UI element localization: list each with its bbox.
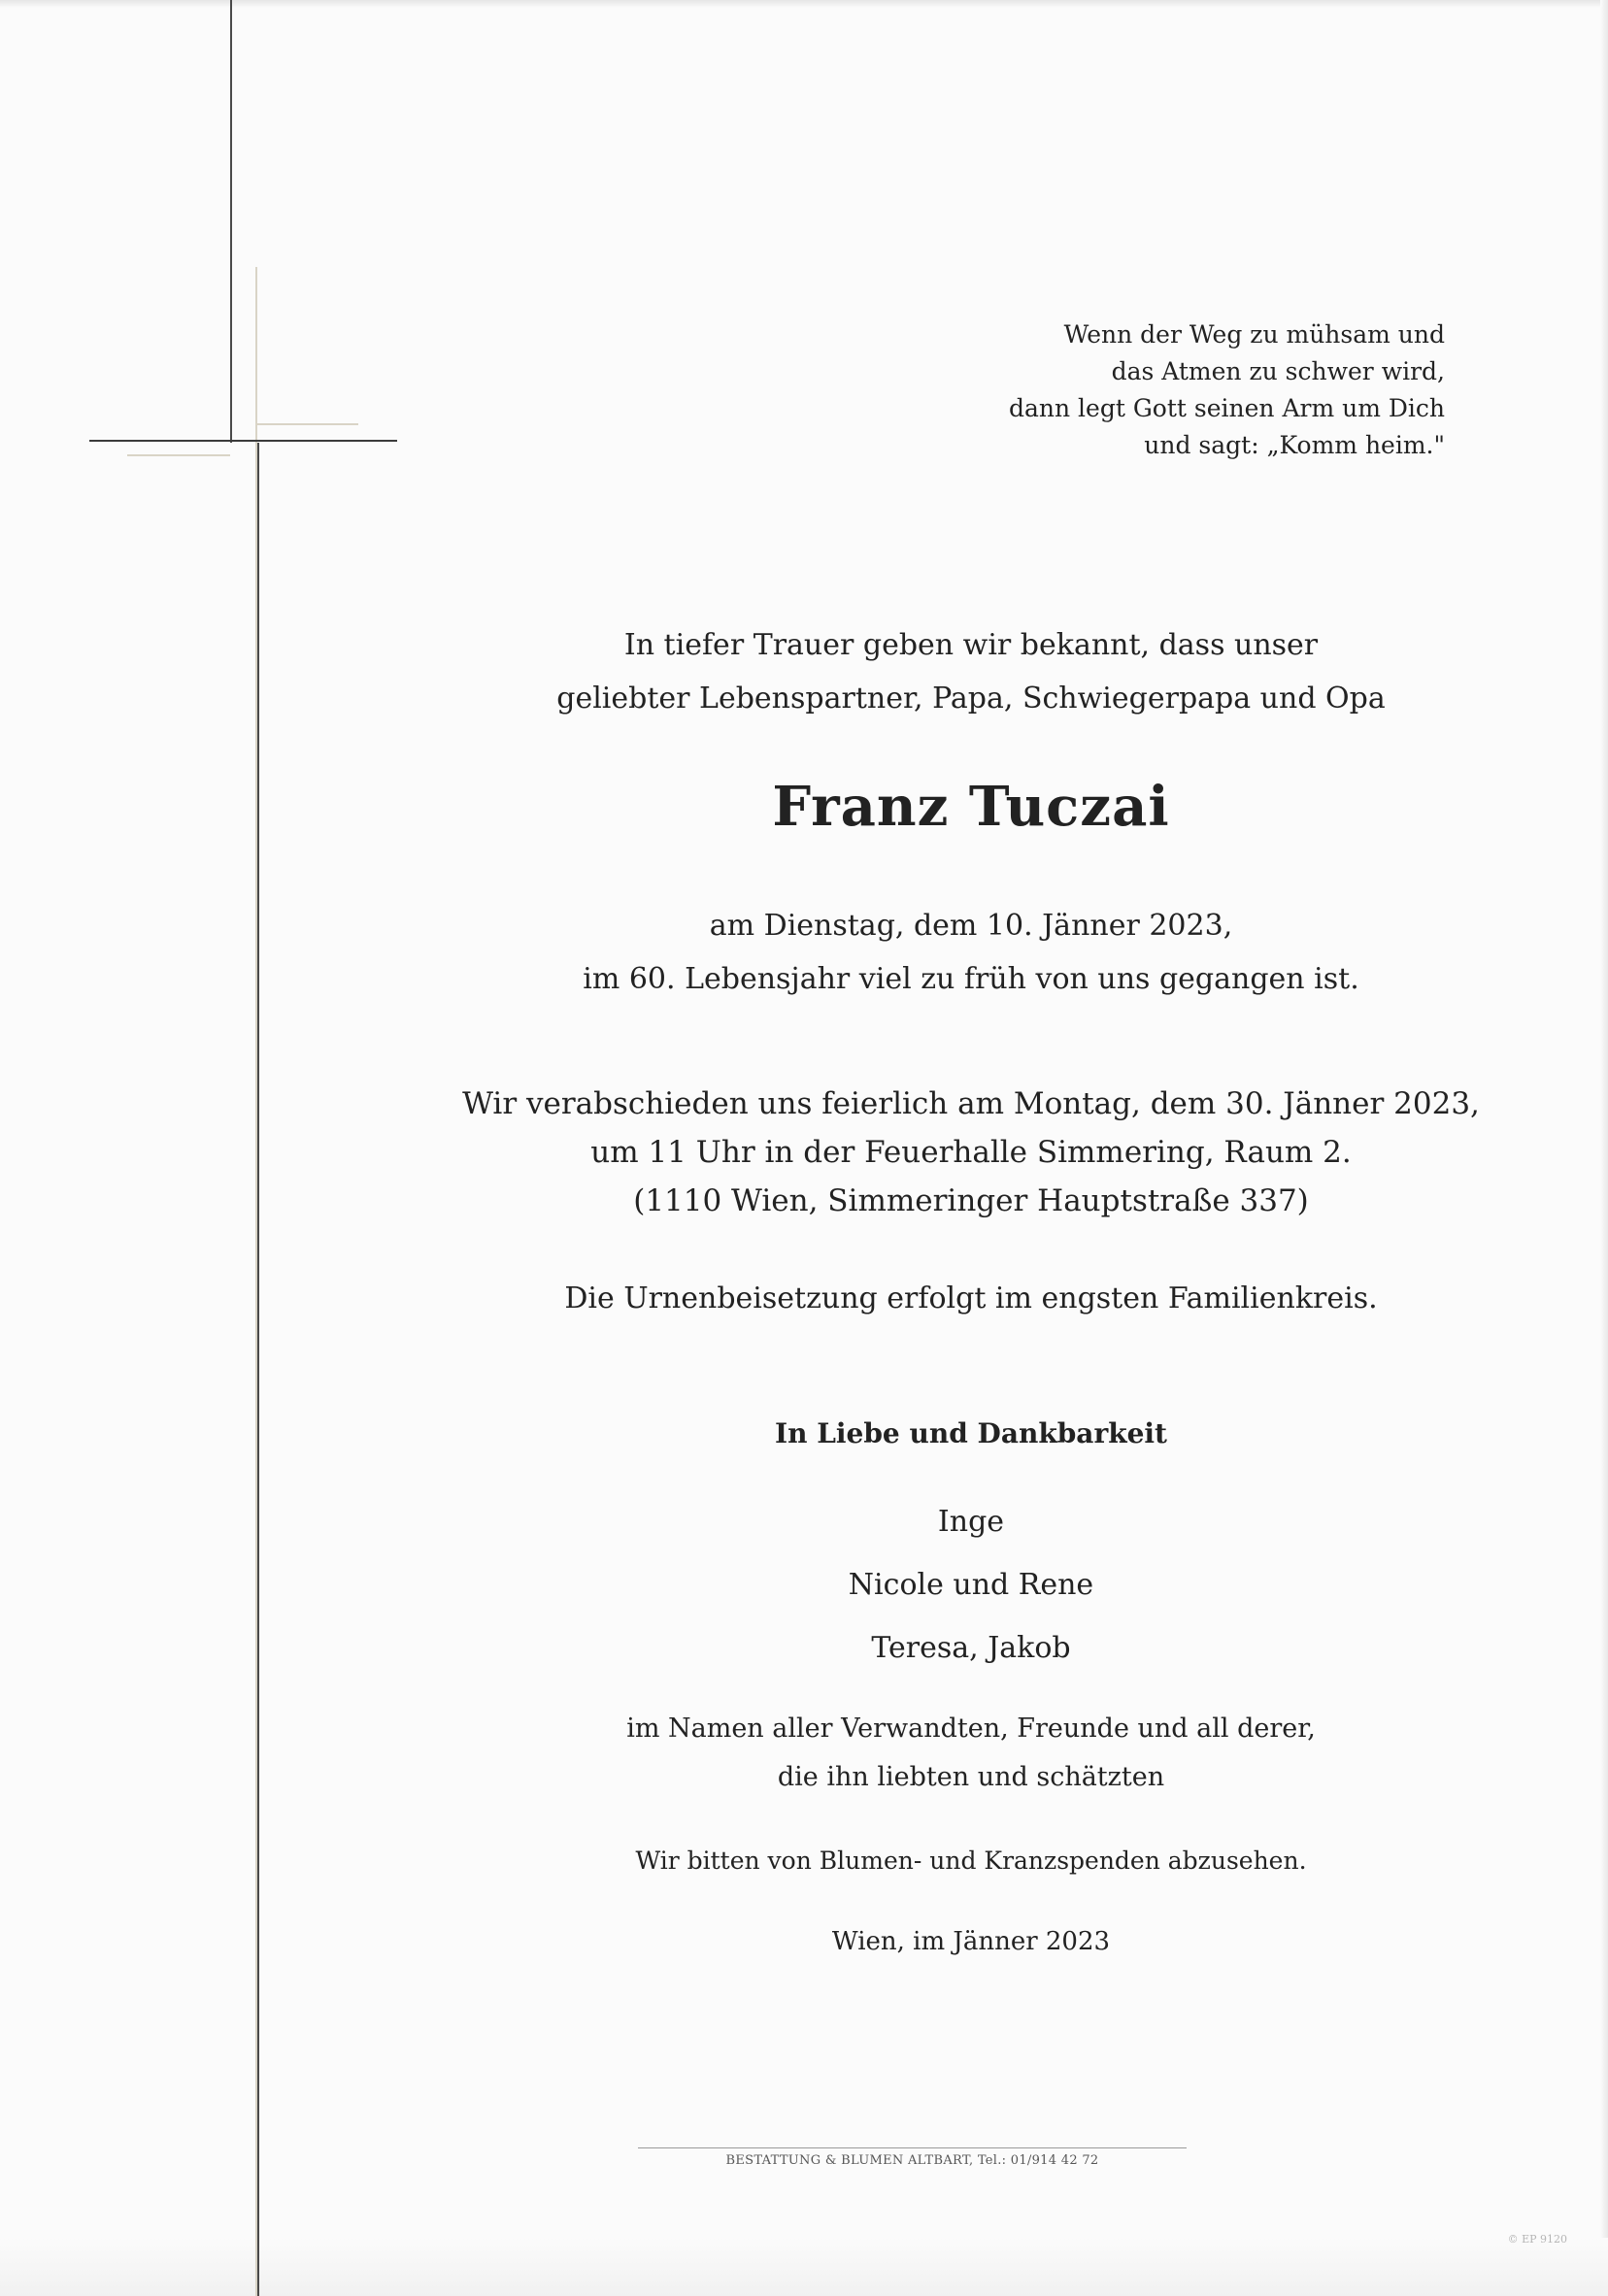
undertaker-footer: BESTATTUNG & BLUMEN ALTBART, Tel.: 01/914 42 72 (725, 2153, 1099, 2168)
flower-request: Wir bitten von Blumen- und Kranzspenden abzusehen. (635, 1847, 1307, 1875)
mourners-heading: In Liebe und Dankbarkeit (775, 1417, 1167, 1449)
cross-horizontal-light-right (257, 423, 358, 425)
on-behalf-note (252, 1705, 1608, 1802)
family-member: Teresa, Jakob (871, 1631, 1071, 1665)
print-code: © EP 9120 (1507, 2233, 1567, 2246)
intro-line: geliebter Lebenspartner, Papa, Schwiegerpapa und Opa (556, 682, 1386, 715)
urn-burial-note: Die Urnenbeisetzung erfolgt im engsten Familienkreis. (564, 1281, 1378, 1315)
family-member: Inge (937, 1505, 1005, 1539)
poem-line: dann legt Gott seinen Arm um Dich (1008, 394, 1445, 422)
funeral-line: um 11 Uhr in der Feuerhalle Simmering, Raum 2. (590, 1135, 1352, 1170)
cross-horizontal-light-left (127, 454, 230, 456)
intro-line: In tiefer Trauer geben wir bekannt, dass unser (623, 628, 1319, 662)
place-and-date: Wien, im Jänner 2023 (831, 1927, 1111, 1956)
poem-line: das Atmen zu schwer wird, (1111, 357, 1445, 385)
deceased-name: Franz Tuczai (772, 775, 1170, 839)
footer-divider (638, 2147, 1187, 2148)
funeral-details (252, 1080, 1608, 1225)
cross-vertical-dark-upper (230, 0, 232, 443)
poem-line: Wenn der Weg zu mühsam und (1063, 320, 1445, 349)
family-names (252, 1490, 1608, 1680)
funeral-line: (1110 Wien, Simmeringer Hauptstraße 337) (633, 1183, 1309, 1218)
funeral-line: Wir verabschieden uns feierlich am Montag, dem 30. Jänner 2023, (462, 1086, 1480, 1121)
poem (1009, 316, 1445, 464)
death-line: am Dienstag, dem 10. Jänner 2023, (709, 909, 1233, 943)
family-member: Nicole und Rene (848, 1568, 1094, 1602)
on-behalf-line: die ihn liebten und schätzten (777, 1762, 1165, 1792)
poem-line: und sagt: „Komm heim." (1144, 431, 1445, 459)
death-line: im 60. Lebensjahr viel zu früh von uns gegangen ist. (583, 962, 1359, 996)
death-notice (252, 899, 1608, 1006)
cross-horizontal-dark (89, 440, 397, 442)
on-behalf-line: im Namen aller Verwandten, Freunde und all derer, (626, 1714, 1316, 1744)
announcement-intro (252, 618, 1608, 725)
